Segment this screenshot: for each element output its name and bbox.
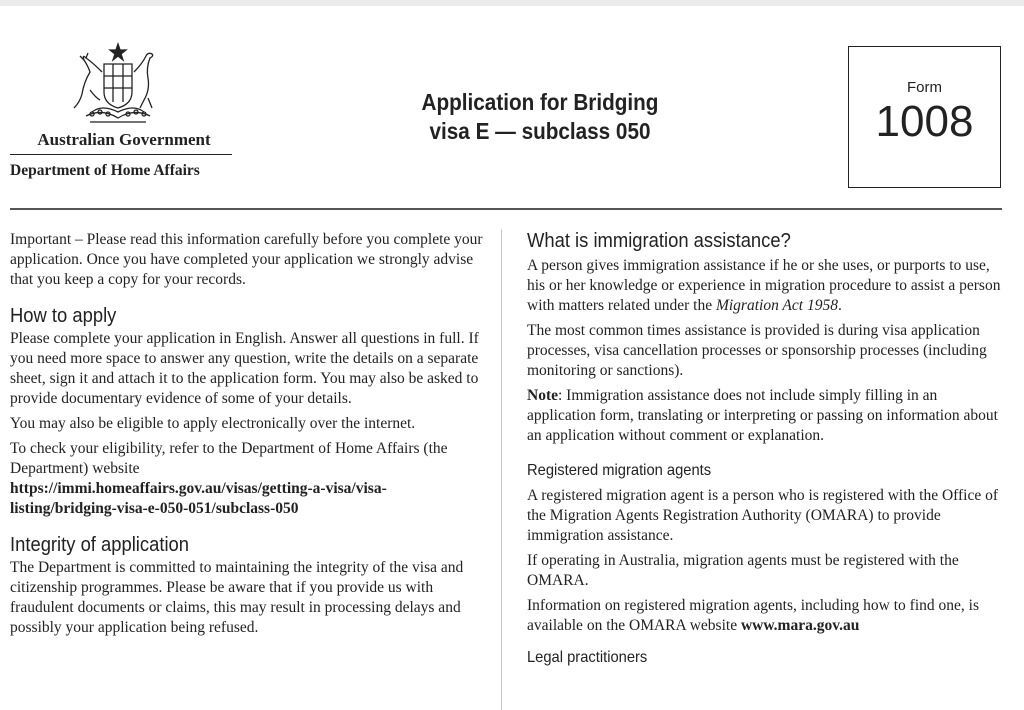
form-number-box xyxy=(848,46,1001,188)
department-name: Department of Home Affairs xyxy=(10,162,200,179)
top-bar xyxy=(0,0,1024,6)
immigration-assistance-heading: What is immigration assistance? xyxy=(527,230,791,252)
right-column xyxy=(527,229,1007,668)
form-label: Form xyxy=(907,79,942,96)
left-column xyxy=(10,230,488,638)
agents-paragraph-3: Information on registered migration agents, including how to find one, is available on the OMARA website www.mara.gov.au xyxy=(527,597,979,634)
registered-agents-heading: Registered migration agents xyxy=(527,462,712,479)
migration-act-title: Migration Act 1958 xyxy=(715,297,838,314)
form-number: 1008 xyxy=(875,97,974,146)
integrity-heading: Integrity of application xyxy=(10,534,189,556)
note-label: Note xyxy=(527,387,558,404)
how-to-apply-paragraph-1: Please complete your application in English. Answer all questions in full. If you need more space to answer any question, write the details on a separate sheet, sign it and attach it to the application form. You may also be asked to provide documentary evidence of some of your details. xyxy=(10,330,479,407)
omara-website-link[interactable]: www.mara.gov.au xyxy=(740,617,860,634)
form-title-line-2: visa E — subclass 050 xyxy=(429,118,651,144)
government-name: Australian Government xyxy=(37,130,211,149)
how-to-apply-paragraph-3: To check your eligibility, refer to the Department of Home Affairs (the Department) website xyxy=(10,440,448,477)
immigration-paragraph-2: The most common times assistance is provided is during visa application processes, visa cancellation processes or sponsorship processes (including monitoring or sanctions). xyxy=(527,322,987,379)
form-title-line-1: Application for Bridging xyxy=(421,89,659,115)
agents-paragraph-2: If operating in Australia, migration agents must be registered with the OMARA. xyxy=(527,552,959,589)
integrity-paragraph: The Department is committed to maintaining the integrity of the visa and citizenship programmes. Please be aware that if you provide us with fraudulent documents or claims, this may result in processing delays and possibly your application being refused. xyxy=(10,559,464,636)
column-divider xyxy=(501,229,502,710)
immigration-note: Note: Immigration assistance does not include simply filling in an application form, translating or interpreting or passing on information about an application without comment or explanation. xyxy=(527,387,998,444)
header-divider xyxy=(10,154,232,155)
how-to-apply-heading: How to apply xyxy=(10,305,117,327)
legal-practitioners-heading: Legal practitioners xyxy=(527,649,648,666)
coat-of-arms-logo xyxy=(62,42,174,126)
form-title xyxy=(378,88,702,146)
agents-paragraph-1: A registered migration agent is a person who is registered with the Office of the Migration Agents Registration Authority (OMARA) to provide immigration assistance. xyxy=(527,487,999,544)
how-to-apply-paragraph-2: You may also be eligible to apply electronically over the internet. xyxy=(10,415,416,432)
eligibility-link[interactable]: https://immi.homeaffairs.gov.au/visas/getting-a-visa/visa-listing/bridging-visa-e-050-051/subclass-050 xyxy=(10,480,387,517)
main-divider xyxy=(10,208,1002,210)
immigration-paragraph-1: A person gives immigration assistance if he or she uses, or purports to use, his or her knowledge or experience in migration procedure to assist a person with matters related under the Migration Act 1958. xyxy=(527,257,1001,314)
important-notice: Important – Please read this information carefully before you complete your application. Once you have completed your application we strongly advise that you keep a copy for your records. xyxy=(10,231,483,288)
